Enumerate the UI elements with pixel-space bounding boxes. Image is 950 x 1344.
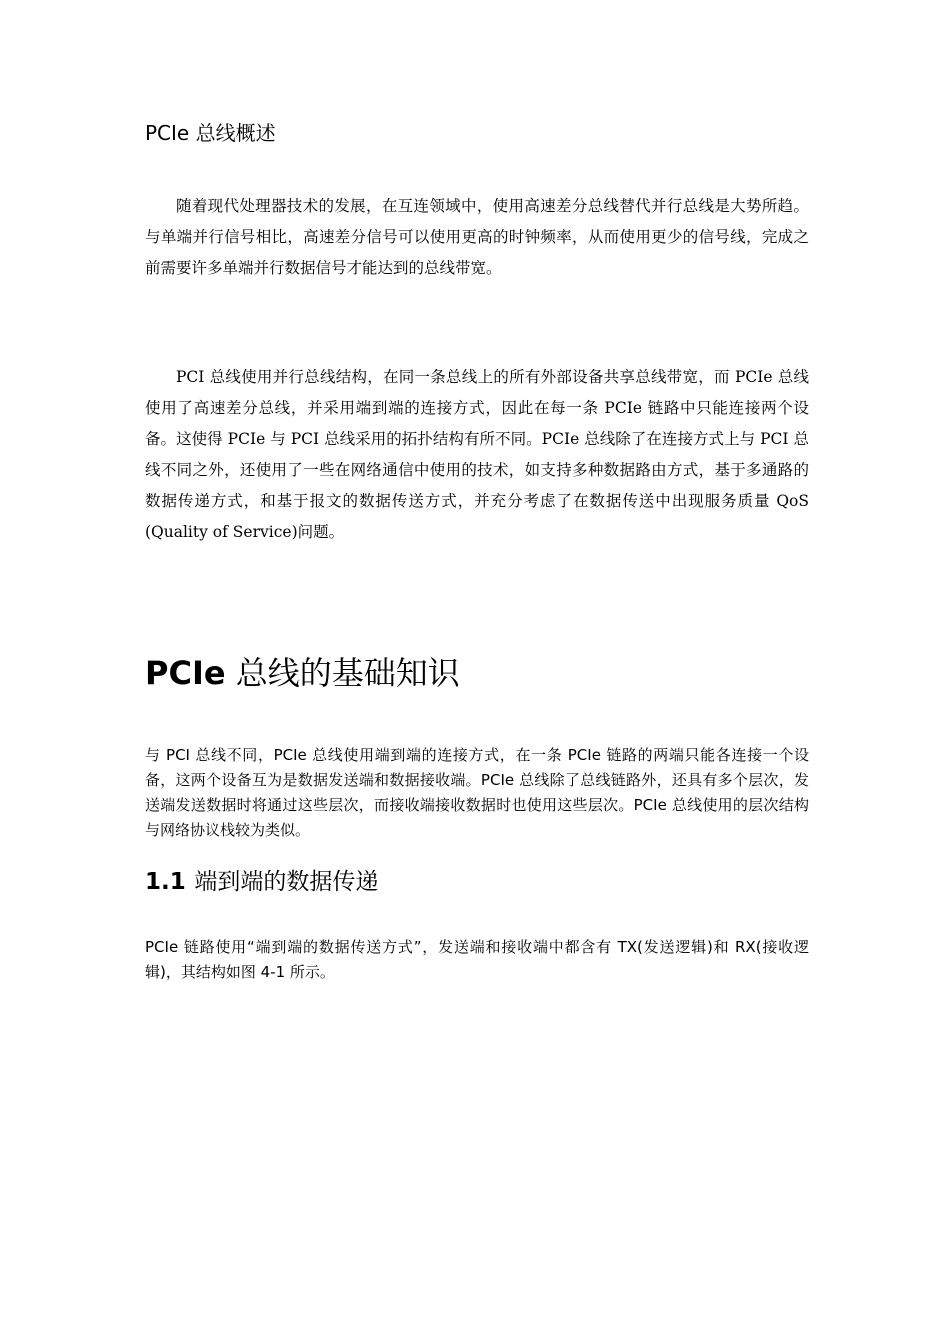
heading-overview: PCIe 总线概述 [145, 121, 276, 145]
paragraph-link-transfer: PCIe 链路使用“端到端的数据传送方式”，发送端和接收端中都含有 TX(发送逻辑)和 RX(接收逻辑)，其结构如图 4-1 所示。 [145, 938, 809, 981]
section-number: 1.1 [145, 869, 186, 895]
paragraph-intro: 随着现代处理器技术的发展，在互连领域中，使用高速差分总线替代并行总线是大势所趋。与单端并行信号相比，高速差分信号可以使用更高的时钟频率，从而使用更少的信号线，完成之前需要许多单端并行数据信号才能达到的总线带宽。 [145, 197, 809, 277]
section-title: 端到端的数据传递 [194, 869, 379, 895]
paragraph-basics: 与 PCI 总线不同，PCIe 总线使用端到端的连接方式，在一条 PCIe 链路的两端只能各连接一个设备，这两个设备互为是数据发送端和数据接收端。PCIe 总线除了总线链路外，还具有多个层次，发送端发送数据时将通过这些层次，而接收端接收数据时也使用这些层次。PCIe 总线使用的层次结构与网络协议栈较为类似。 [145, 746, 809, 839]
section-heading-1-1 [145, 864, 809, 900]
heading-pcie-basics [145, 648, 809, 698]
paragraph-pci-comparison: PCI 总线使用并行总线结构，在同一条总线上的所有外部设备共享总线带宽，而 PCIe 总线使用了高速差分总线，并采用端到端的连接方式，因此在每一条 PCIe 链路中只能连接两个设备。这使得 PCIe 与 PCI 总线采用的拓扑结构有所不同。PCIe 总线除了在连接方式上与 PCI 总线不同之外，还使用了一些在网络通信中使用的技术，如支持多种数据路由方式，基于多通路的数据传递方式，和基于报文的数据传送方式，并充分考虑了在数据传送中出现服务质量 QoS (Quality of Service)问题。 [145, 368, 809, 541]
heading-pcie-basics-cjk: 总线的基础知识 [235, 654, 460, 692]
heading-pcie-basics-latin: PCIe [145, 654, 226, 692]
